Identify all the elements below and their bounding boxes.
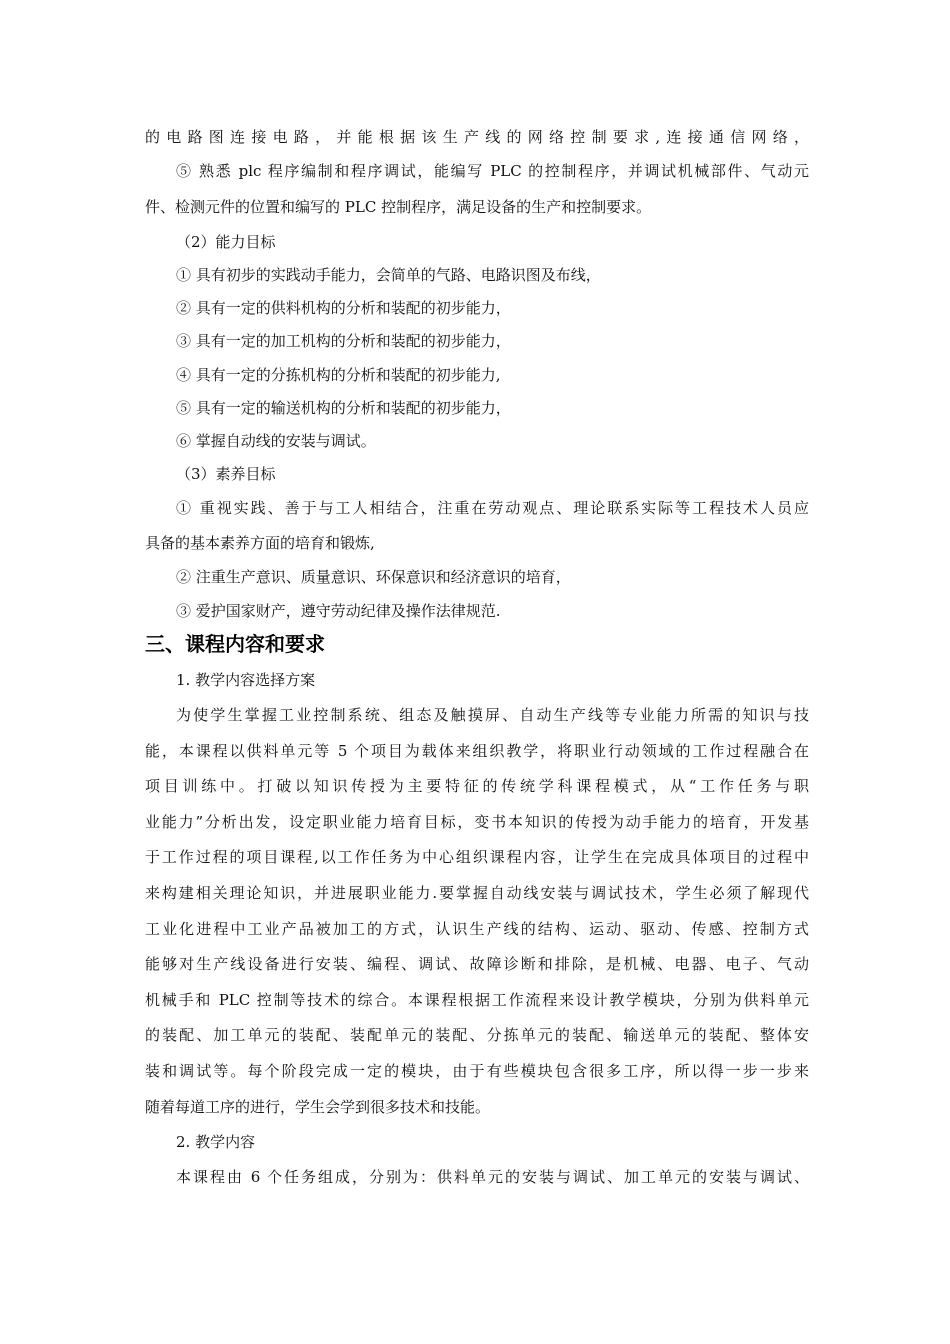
text-line: 于工作过程的项目课程,以工作任务为中心组织课程内容，让学生在完成具体项目的过程中 [145, 848, 809, 866]
text-line: ⑤ 熟悉 plc 程序编制和程序调试，能编写 PLC 的控制程序，并调试机械部件、气动元 [176, 162, 809, 180]
list-item: ③ 具有一定的加工机构的分析和装配的初步能力， [176, 332, 511, 350]
text-line: 为使学生掌握工业控制系统、组态及触摸屏、自动生产线等专业能力所需的知识与技 [176, 706, 809, 724]
subsection-title: （3）素养目标 [176, 465, 276, 483]
list-item: ⑤ 具有一定的输送机构的分析和装配的初步能力， [176, 399, 511, 417]
text-line: 具备的基本素养方面的培育和锻炼, [145, 534, 375, 552]
list-item: ① 具有初步的实践动手能力，会简单的气路、电路识图及布线， [176, 266, 601, 284]
section-heading: 三、课程内容和要求 [145, 632, 325, 656]
text-line: 的装配、加工单元的装配、装配单元的装配、分拣单元的装配、输送单元的装配、整体安 [145, 1026, 809, 1044]
text-line: 项目训练中。打破以知识传授为主要特征的传统学科课程模式，从“工作任务与职 [145, 777, 809, 795]
text-line: 装和调试等。每个阶段完成一定的模块，由于有些模块包含很多工序，所以得一步一步来 [145, 1062, 809, 1080]
list-item: ② 注重生产意识、质量意识、环保意识和经济意识的培育， [176, 568, 571, 586]
text-line: 业能力”分析出发，设定职业能力培育目标，变书本知识的传授为动手能力的培育，开发基 [145, 813, 809, 831]
text-line: 来构建相关理论知识，并进展职业能力.要掌握自动线安装与调试技术，学生必须了解现代 [145, 884, 809, 902]
subsection-title: 1. 教学内容选择方案 [176, 671, 316, 689]
subsection-title: （2）能力目标 [176, 233, 276, 251]
text-line: 件、检测元件的位置和编写的 PLC 控制程序，满足设备的生产和控制要求。 [145, 198, 652, 216]
list-item: ④ 具有一定的分拣机构的分析和装配的初步能力, [176, 366, 501, 384]
text-line: 随着每道工序的进行，学生会学到很多技术和技能。 [145, 1098, 491, 1116]
text-line: 工业化进程中工业产品被加工的方式，认识生产线的结构、运动、驱动、传感、控制方式 [145, 920, 809, 938]
text-line: 的电路图连接电路，并能根据该生产线的网络控制要求,连接通信网络， [145, 128, 809, 146]
list-item: ⑥ 掌握自动线的安装与调试。 [176, 432, 376, 450]
list-item: ② 具有一定的供料机构的分析和装配的初步能力， [176, 299, 511, 317]
list-item: ① 重视实践、善于与工人相结合，注重在劳动观点、理论联系实际等工程技术人员应 [176, 499, 809, 517]
text-line: 能，本课程以供料单元等 5 个项目为载体来组织教学，将职业行动领域的工作过程融合在 [145, 742, 809, 760]
subsection-title: 2. 教学内容 [176, 1133, 256, 1151]
list-item: ③ 爱护国家财产，遵守劳动纪律及操作法律规范. [176, 602, 501, 620]
text-line: 机械手和 PLC 控制等技术的综合。本课程根据工作流程来设计教学模块，分别为供料单元 [145, 991, 809, 1009]
text-line: 能够对生产线设备进行安装、编程、调试、故障诊断和排除，是机械、电器、电子、气动 [145, 955, 809, 973]
text-line: 本课程由 6 个任务组成，分别为：供料单元的安装与调试、加工单元的安装与调试、 [176, 1168, 809, 1186]
